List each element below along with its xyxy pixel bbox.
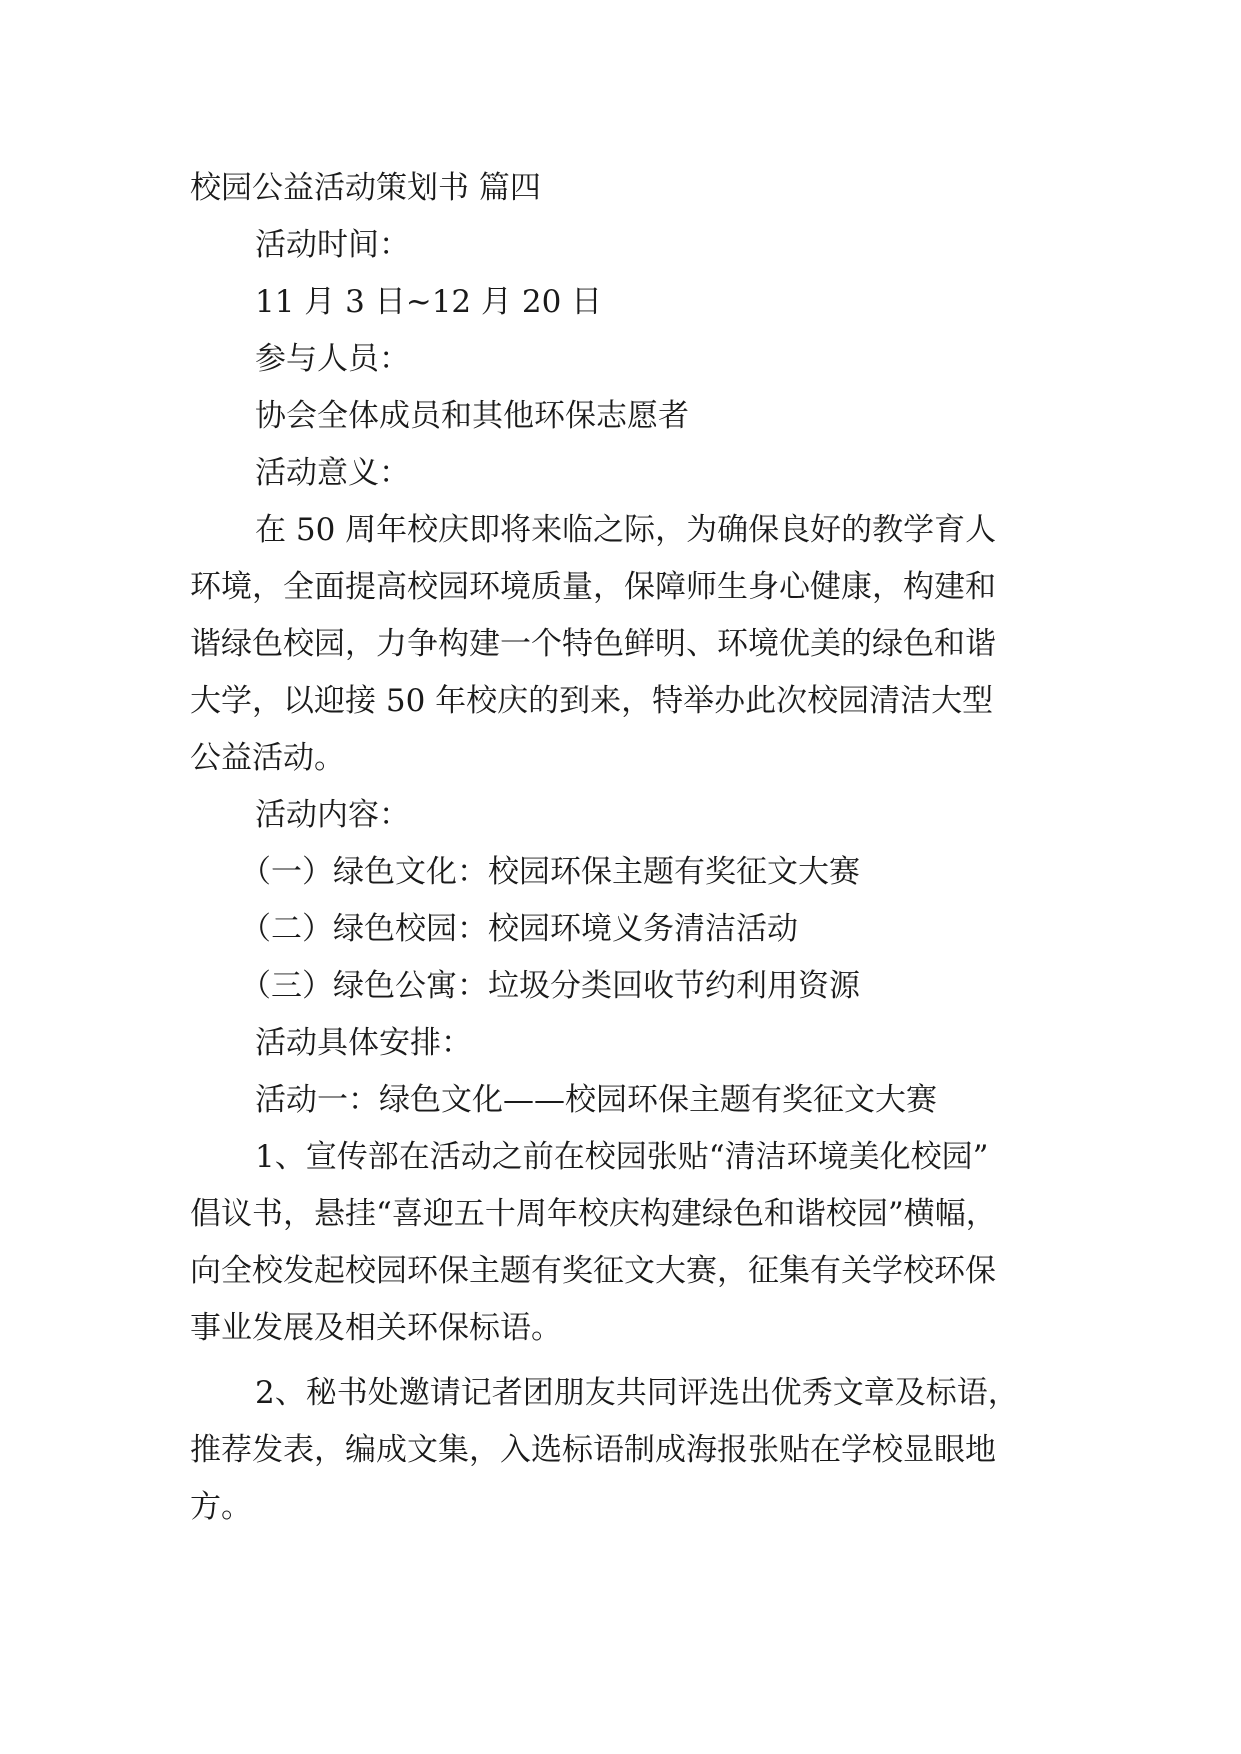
paragraph-gap (190, 1357, 1050, 1365)
content-item: （一）绿色文化：校园环保主题有奖征文大赛 (240, 854, 860, 890)
content-label: 活动内容： (255, 797, 410, 833)
item2-line: 2、秘书处邀请记者团朋友共同评选出优秀文章及标语， (255, 1375, 1019, 1411)
time-value: 11 月 3 日~12 月 20 日 (255, 284, 603, 320)
significance-line: 环境，全面提高校园环境质量，保障师生身心健康，构建和 (190, 569, 996, 605)
significance-line: 在 50 周年校庆即将来临之际，为确保良好的教学育人 (255, 512, 997, 548)
item2-line: 推荐发表，编成文集，入选标语制成海报张贴在学校显眼地 (190, 1432, 996, 1468)
significance-line: 谐绿色校园，力争构建一个特色鲜明、环境优美的绿色和谐 (190, 626, 996, 662)
document-title: 校园公益活动策划书 篇四 (190, 170, 541, 206)
item1-line: 向全校发起校园环保主题有奖征文大赛，征集有关学校环保 (190, 1253, 996, 1289)
participants-label: 参与人员： (255, 341, 410, 377)
activity-one-title: 活动一：绿色文化——校园环保主题有奖征文大赛 (255, 1082, 937, 1118)
schedule-label: 活动具体安排： (255, 1025, 472, 1061)
content-item: （三）绿色公寓：垃圾分类回收节约利用资源 (240, 968, 860, 1004)
item1-line: 倡议书，悬挂“喜迎五十周年校庆构建绿色和谐校园”横幅， (190, 1196, 997, 1232)
item1-line: 事业发展及相关环保标语。 (190, 1310, 562, 1346)
significance-label: 活动意义： (255, 455, 410, 491)
item1-line: 1、宣传部在活动之前在校园张贴“清洁环境美化校园” (255, 1139, 989, 1175)
significance-line: 公益活动。 (190, 740, 345, 776)
participants-value: 协会全体成员和其他环保志愿者 (255, 398, 689, 434)
document-body (190, 160, 1050, 1536)
content-item: （二）绿色校园：校园环境义务清洁活动 (240, 911, 798, 947)
significance-line: 大学，以迎接 50 年校庆的到来，特举办此次校园清洁大型 (190, 683, 994, 719)
item2-line: 方。 (190, 1489, 252, 1525)
time-label: 活动时间： (255, 227, 410, 263)
